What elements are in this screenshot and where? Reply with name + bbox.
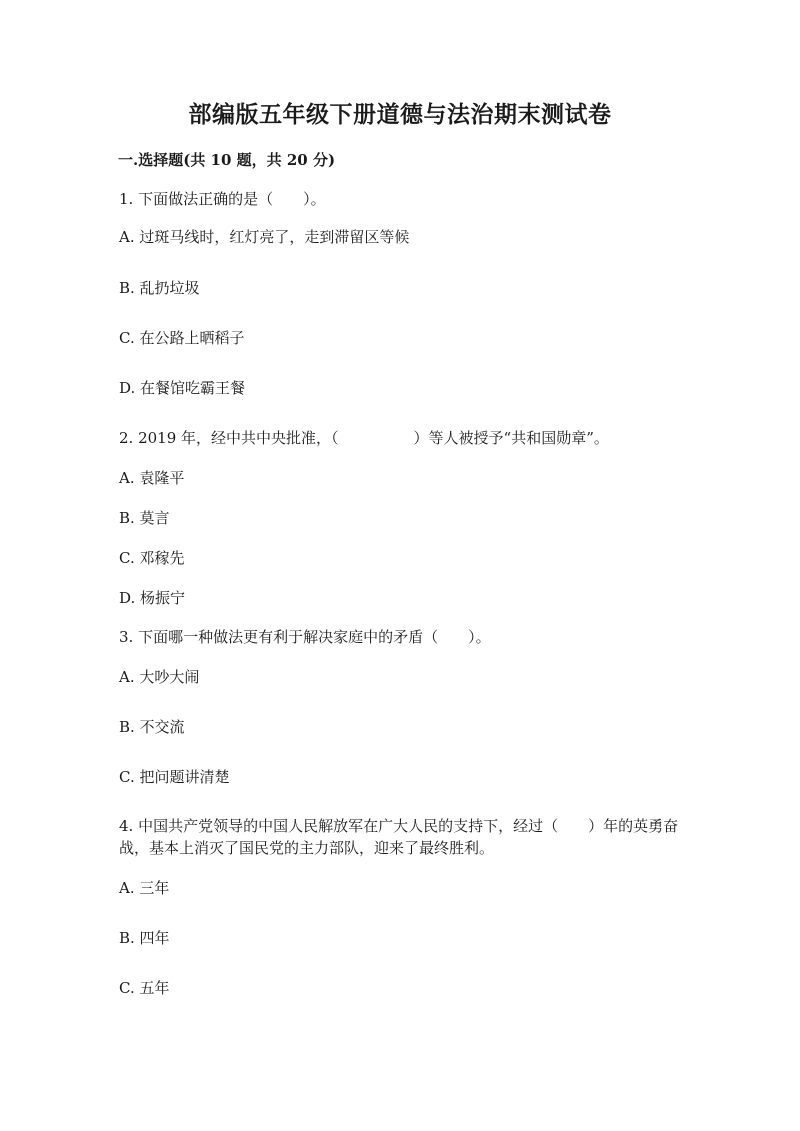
question-2-option-d: D. 杨振宁 <box>119 589 186 607</box>
question-3-stem: 3. 下面哪一种做法更有利于解决家庭中的矛盾（ ）。 <box>119 628 491 646</box>
question-2-option-a: A. 袁隆平 <box>119 469 185 487</box>
question-2-stem: 2. 2019 年，经中共中央批准，（ ）等人被授予“共和国勋章”。 <box>119 429 609 447</box>
question-4-option-b: B. 四年 <box>119 929 170 947</box>
question-1-stem: 1. 下面做法正确的是（ ）。 <box>119 190 326 208</box>
question-4-option-c: C. 五年 <box>119 979 170 997</box>
question-3-option-c: C. 把问题讲清楚 <box>119 768 230 786</box>
question-1-option-c: C. 在公路上晒稻子 <box>119 329 245 347</box>
page-title: 部编版五年级下册道德与法治期末测试卷 <box>188 101 612 128</box>
question-2-option-b: B. 莫言 <box>119 509 170 527</box>
question-4-option-a: A. 三年 <box>119 879 170 897</box>
question-1-option-a: A. 过斑马线时，红灯亮了，走到滞留区等候 <box>119 228 410 246</box>
question-4-stem: 4. 中国共产党领导的中国人民解放军在广大人民的支持下，经过（ ）年的英勇奋战，基本上消灭了国民党的主力部队，迎来了最终胜利。 <box>119 817 679 857</box>
question-1-option-d: D. 在餐馆吃霸王餐 <box>119 379 246 397</box>
question-3-option-b: B. 不交流 <box>119 718 185 736</box>
question-2-option-c: C. 邓稼先 <box>119 549 185 567</box>
section-heading: 一.选择题(共 10 题，共 20 分) <box>118 151 336 169</box>
question-3-option-a: A. 大吵大闹 <box>119 668 200 686</box>
question-1-option-b: B. 乱扔垃圾 <box>119 279 200 297</box>
